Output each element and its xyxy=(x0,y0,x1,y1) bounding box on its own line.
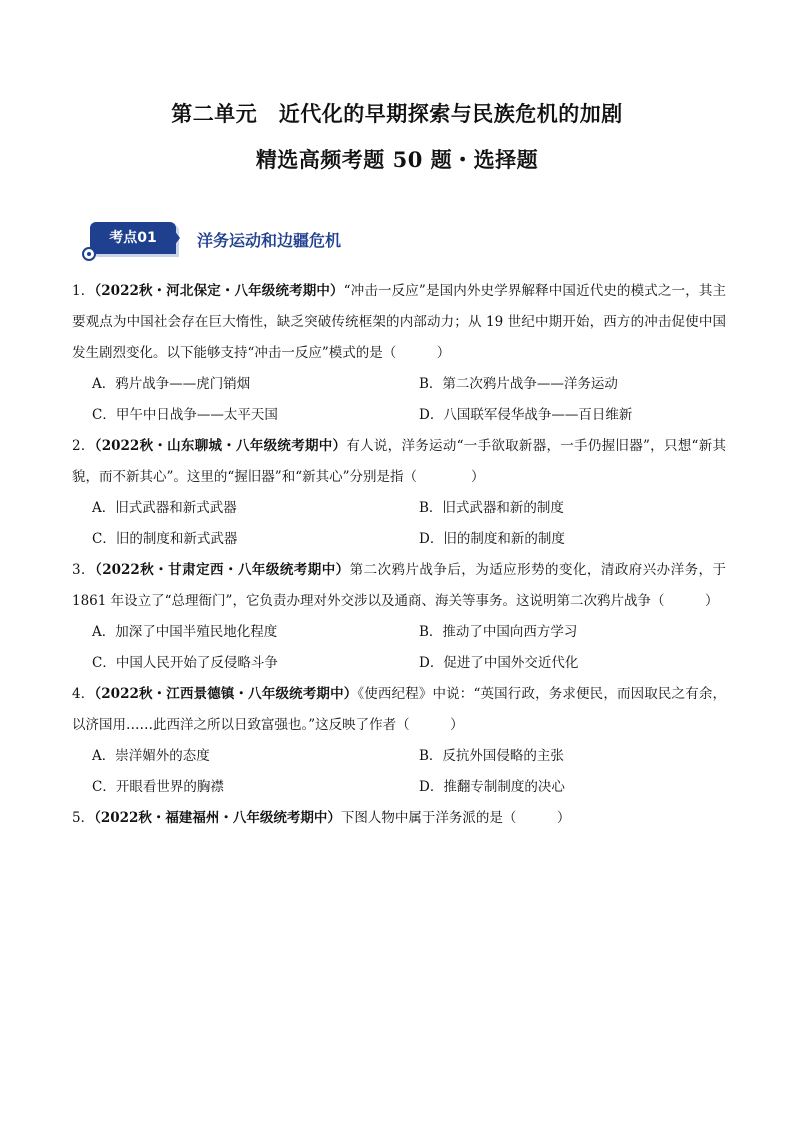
question-stem xyxy=(72,276,726,369)
question-text: 《使西纪程》中说：“英国行政，务求便民，而因取民之有余，以济国用……此西洋之所以日致富强也。”这反映了作者（ ） xyxy=(72,686,727,733)
question-source: （2022秋・江西景德镇・八年级统考期中） xyxy=(94,686,358,702)
section-title: 洋务运动和边疆危机 xyxy=(197,231,342,250)
question-item xyxy=(72,276,726,431)
question-source: （2022秋・河北保定・八年级统考期中） xyxy=(94,283,344,299)
option-a[interactable]: A．加深了中国半殖民地化程度 xyxy=(92,624,278,640)
option-list xyxy=(72,369,726,431)
badge-arrow-icon xyxy=(168,222,180,254)
section-badge xyxy=(90,222,176,254)
target-dot-icon xyxy=(82,247,96,261)
section-header xyxy=(82,220,402,264)
option-b[interactable]: B．反抗外国侵略的主张 xyxy=(419,748,564,764)
question-source: （2022秋・山东聊城・八年级统考期中） xyxy=(94,438,347,454)
option-d[interactable]: D．推翻专制制度的决心 xyxy=(419,779,565,795)
question-item xyxy=(72,555,726,679)
question-number: 1． xyxy=(72,283,95,299)
question-text: 下图人物中属于洋务派的是（ ） xyxy=(340,810,571,826)
question-number: 3． xyxy=(72,562,96,578)
option-b[interactable]: B．旧式武器和新的制度 xyxy=(419,500,564,516)
question-stem xyxy=(72,679,726,741)
question-stem xyxy=(72,555,726,617)
question-number: 4． xyxy=(72,686,95,702)
option-d[interactable]: D．促进了中国外交近代化 xyxy=(419,655,579,671)
question-text: 第二次鸦片战争后，为适应形势的变化，清政府兴办洋务，于 1861 年设立了“总理衙门”，它负责办理对外交涉以及通商、海关等事务。这说明第二次鸦片战争（ ） xyxy=(72,562,727,609)
option-a[interactable]: A．鸦片战争——虎门销烟 xyxy=(92,376,251,392)
option-list xyxy=(72,617,726,679)
option-list xyxy=(72,493,726,555)
question-number: 5． xyxy=(72,810,95,826)
option-a[interactable]: A．旧式武器和新式武器 xyxy=(92,500,237,516)
option-list xyxy=(72,741,726,803)
document-subtitle: 精选高频考题 50 题・选择题 xyxy=(255,147,539,172)
question-stem xyxy=(72,431,726,493)
option-d[interactable]: D．八国联军侵华战争——百日维新 xyxy=(419,407,633,423)
option-c[interactable]: C．开眼看世界的胸襟 xyxy=(92,779,224,795)
question-item xyxy=(72,679,726,803)
option-c[interactable]: C．甲午中日战争——太平天国 xyxy=(92,407,278,423)
question-item xyxy=(72,431,726,555)
section-badge-label: 考点01 xyxy=(109,230,157,246)
question-item xyxy=(72,803,726,834)
option-a[interactable]: A．崇洋媚外的态度 xyxy=(92,748,210,764)
question-source: （2022秋・甘肃定西・八年级统考期中） xyxy=(95,562,350,578)
option-b[interactable]: B．推动了中国向西方学习 xyxy=(419,624,578,640)
question-text: 有人说，洋务运动“一手欲取新器，一手仍握旧器”，只想“新其貌，而不新其心”。这里的“握旧器”和“新其心”分别是指（ ） xyxy=(72,438,726,485)
option-d[interactable]: D．旧的制度和新的制度 xyxy=(419,531,565,547)
option-c[interactable]: C．旧的制度和新式武器 xyxy=(92,531,238,547)
question-text: “冲击一反应”是国内外史学界解释中国近代史的模式之一，其主要观点为中国社会存在巨大惰性，缺乏突破传统框架的内部动力；从 19 世纪中期开始，西方的冲击促使中国发生剧烈变化。以下能够支持“冲击一反应”模式的是（ ） xyxy=(72,283,727,361)
question-stem xyxy=(72,803,726,834)
question-list xyxy=(72,276,726,834)
question-number: 2． xyxy=(72,438,95,454)
option-c[interactable]: C．中国人民开始了反侵略斗争 xyxy=(92,655,278,671)
question-source: （2022秋・福建福州・八年级统考期中） xyxy=(94,810,341,826)
document-title: 第二单元 近代化的早期探索与民族危机的加剧 xyxy=(171,101,623,126)
option-b[interactable]: B．第二次鸦片战争——洋务运动 xyxy=(419,376,618,392)
